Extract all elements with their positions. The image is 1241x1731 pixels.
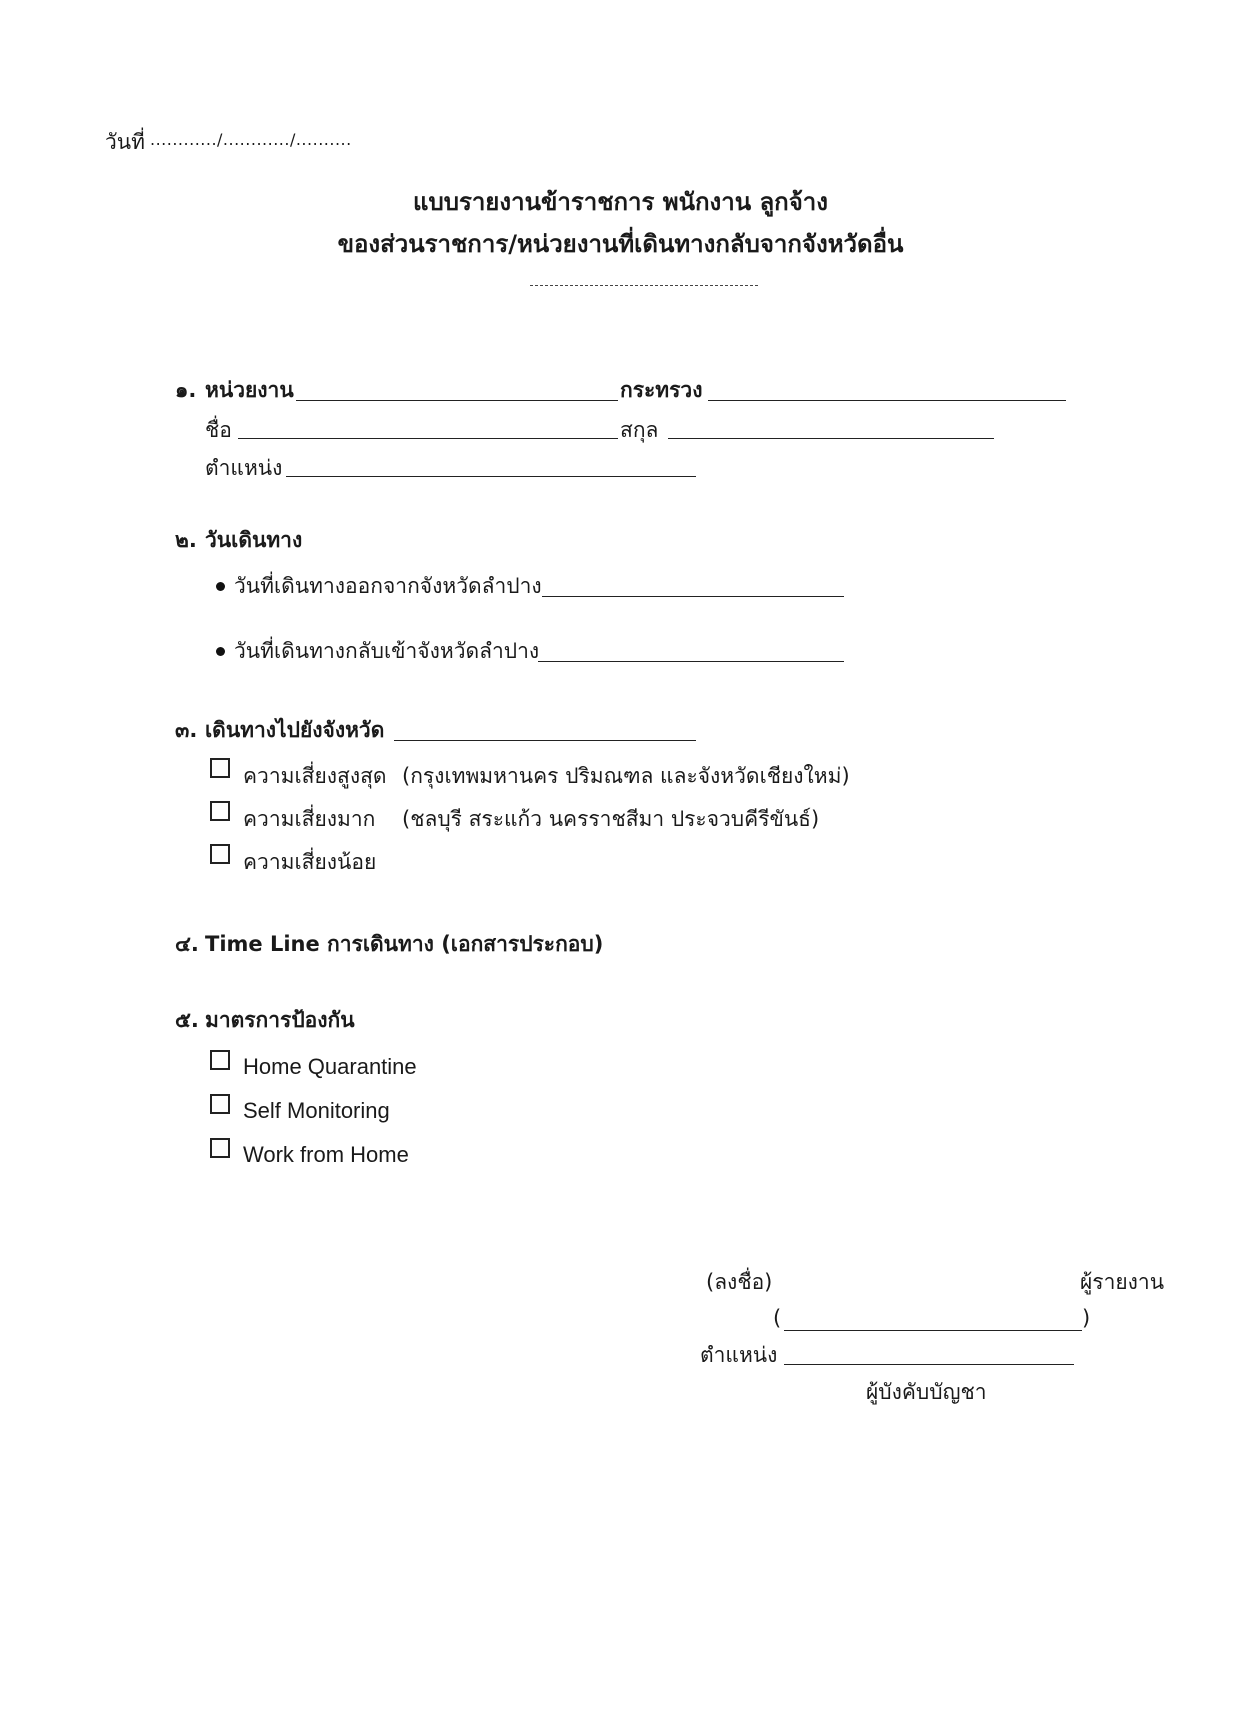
date-blank[interactable]: ............/............/.......... [150,130,352,149]
sign-label: (ลงชื่อ) [706,1270,773,1294]
return-date-label: วันที่เดินทางกลับเข้าจังหวัดลำปาง [234,639,540,663]
form-title-line2: ของส่วนราชการ/หน่วยงานที่เดินทางกลับจากจังหวัดอื่น [337,230,904,258]
surname-field[interactable] [668,438,994,439]
section4-number: ๔. [175,932,199,956]
open-paren: ( [773,1306,782,1330]
return-date-field[interactable] [538,661,844,662]
risk-high-checkbox[interactable] [210,801,230,821]
risk-low-label: ความเสี่ยงน้อย [243,850,377,874]
date-label: วันที่ [105,130,145,154]
signature-name-field[interactable] [784,1330,1082,1331]
section4-heading: Time Line การเดินทาง (เอกสารประกอบ) [205,932,604,956]
supervisor-label: ผู้บังคับบัญชา [866,1380,987,1404]
section3-heading: เดินทางไปยังจังหวัด [205,718,385,742]
bullet-icon [216,582,225,591]
unit-field[interactable] [296,400,618,401]
form-title-line1: แบบรายงานข้าราชการ พนักงาน ลูกจ้าง [413,188,828,216]
ministry-field[interactable] [708,400,1066,401]
name-field[interactable] [238,438,618,439]
signature-position-field[interactable] [784,1364,1074,1365]
section5-number: ๕. [175,1008,199,1032]
self-monitoring-label: Self Monitoring [243,1098,390,1123]
departure-date-label: วันที่เดินทางออกจากจังหวัดลำปาง [234,574,542,598]
home-quarantine-label: Home Quarantine [243,1054,417,1079]
risk-high-label: ความเสี่ยงมาก [243,807,376,831]
departure-date-field[interactable] [542,596,844,597]
title-divider [530,285,758,286]
risk-low-checkbox[interactable] [210,844,230,864]
unit-label: หน่วยงาน [205,378,294,402]
ministry-label: กระทรวง [620,378,703,402]
position-label: ตำแหน่ง [205,456,283,480]
risk-highest-checkbox[interactable] [210,758,230,778]
risk-high-detail: (ชลบุรี สระแก้ว นครราชสีมา ประจวบคีรีขันธ์) [402,807,820,831]
section1-number: ๑. [175,378,197,402]
section5-heading: มาตรการป้องกัน [205,1008,355,1032]
section2-heading: วันเดินทาง [205,528,303,552]
name-label: ชื่อ [205,418,232,442]
position-field[interactable] [286,476,696,477]
work-from-home-checkbox[interactable] [210,1138,230,1158]
province-field[interactable] [394,740,696,741]
section3-number: ๓. [175,718,198,742]
signature-position-label: ตำแหน่ง [700,1343,778,1367]
surname-label: สกุล [620,418,659,442]
section2-number: ๒. [175,528,197,552]
work-from-home-label: Work from Home [243,1142,409,1167]
risk-highest-label: ความเสี่ยงสูงสุด [243,764,387,788]
close-paren: ) [1082,1306,1091,1330]
home-quarantine-checkbox[interactable] [210,1050,230,1070]
bullet-icon [216,647,225,656]
reporter-label: ผู้รายงาน [1080,1270,1165,1294]
risk-highest-detail: (กรุงเทพมหานคร ปริมณฑล และจังหวัดเชียงใหม่) [402,764,850,788]
self-monitoring-checkbox[interactable] [210,1094,230,1114]
